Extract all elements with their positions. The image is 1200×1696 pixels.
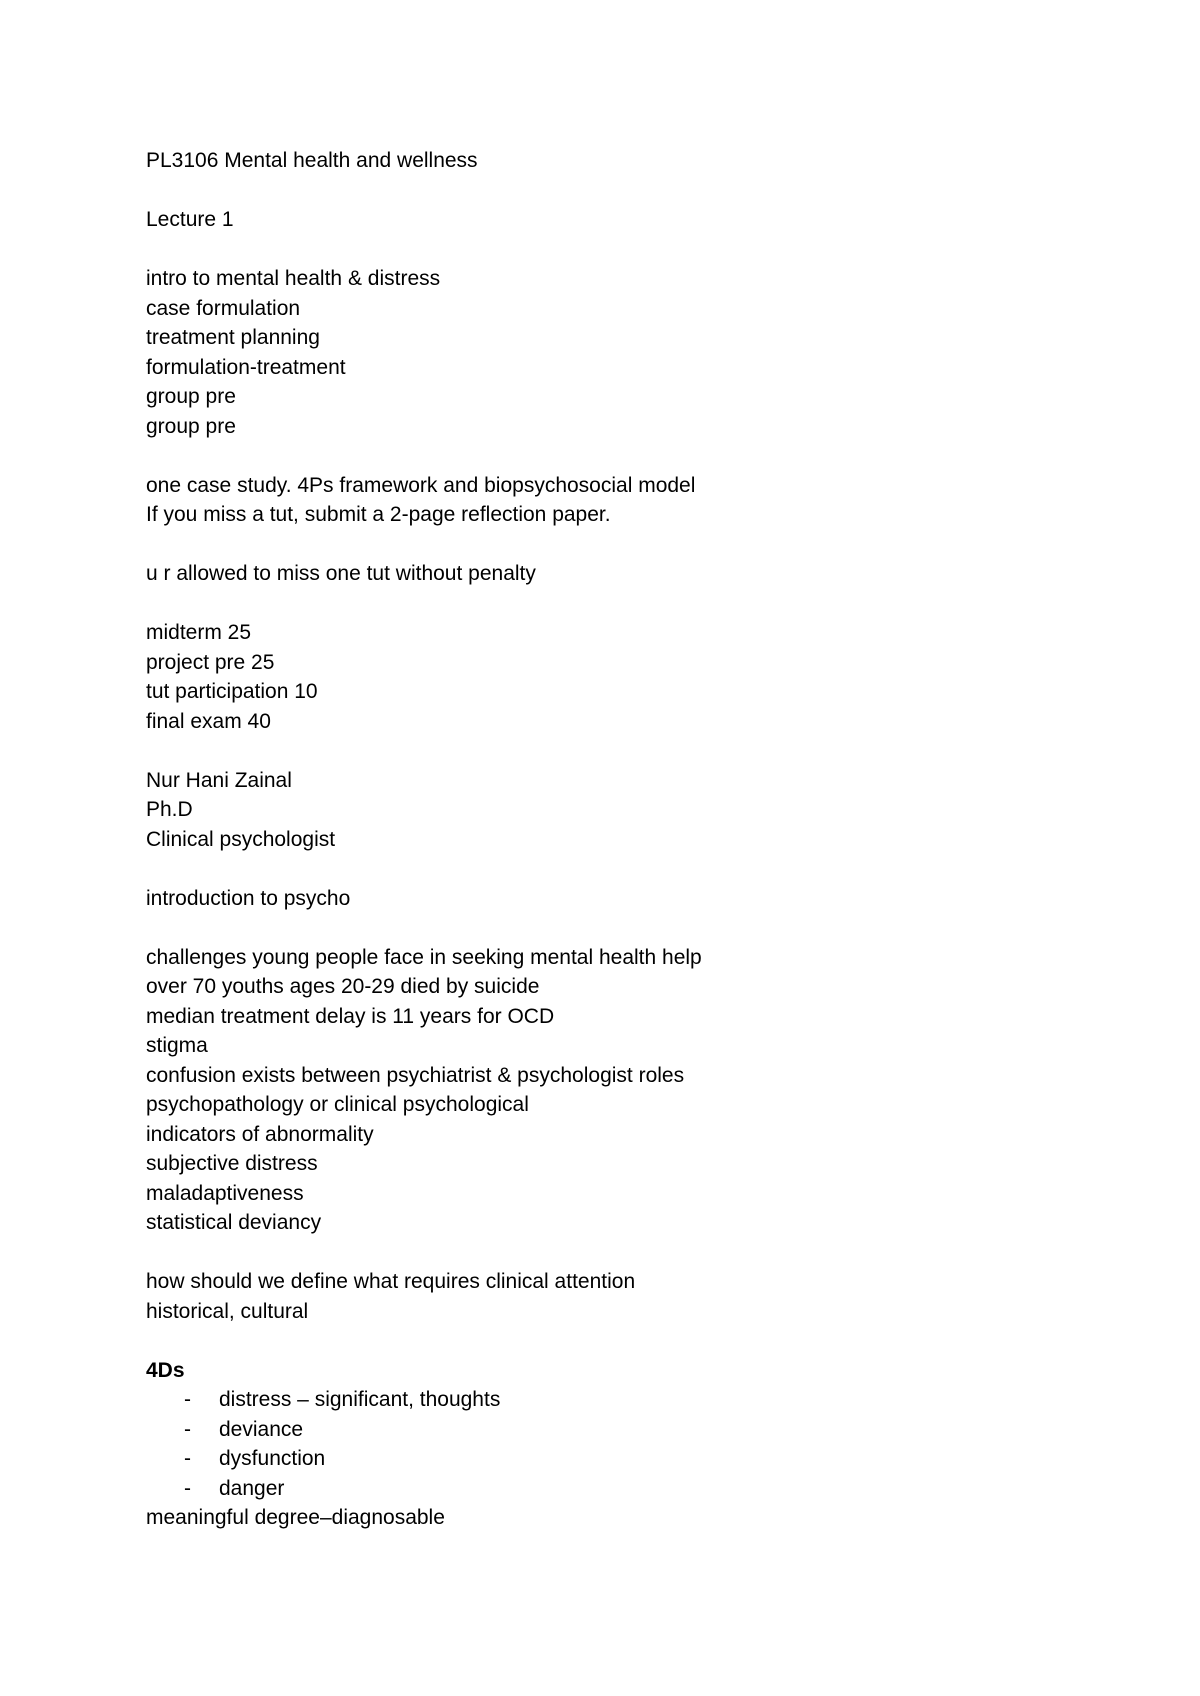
lecture-heading: Lecture 1: [146, 208, 234, 231]
assessment-line: project pre 25: [146, 650, 275, 674]
challenges-block: [146, 943, 1106, 1238]
four-ds-list: [146, 1385, 1106, 1503]
list-item-text: deviance: [219, 1417, 304, 1441]
document-title: PL3106 Mental health and wellness: [146, 149, 478, 172]
bullet-dash: -: [184, 1388, 191, 1411]
lecturer-block: [146, 766, 1106, 855]
assessment-line: tut participation 10: [146, 680, 318, 703]
case-study-line: one case study. 4Ps framework and biopsychosocial model: [146, 473, 696, 497]
bullet-dash: -: [184, 1476, 191, 1500]
topic-line: intro to mental health & distress: [146, 267, 441, 290]
lecturer-degree: Ph.D: [146, 798, 193, 821]
assessment-line: midterm 25: [146, 621, 252, 644]
spacer: [146, 589, 1106, 619]
case-study-line: If you miss a tut, submit a 2-page reflection paper.: [146, 503, 611, 526]
topics-block: [146, 264, 1106, 441]
challenge-line: challenges young people face in seeking mental health help: [146, 945, 702, 969]
challenge-line: maladaptiveness: [146, 1181, 304, 1205]
challenge-line: statistical deviancy: [146, 1211, 322, 1234]
lecturer-name: Nur Hani Zainal: [146, 768, 292, 792]
spacer: [146, 1238, 1106, 1268]
challenge-line: indicators of abnormality: [146, 1122, 374, 1146]
list-item: [146, 1444, 1106, 1474]
bullet-dash: -: [184, 1447, 191, 1470]
intro-line: introduction to psycho: [146, 886, 351, 910]
topic-line: group pre: [146, 385, 236, 408]
spacer: [146, 736, 1106, 766]
four-ds-heading: 4Ds: [146, 1358, 185, 1382]
challenge-line: median treatment delay is 11 years for OCD: [146, 1004, 555, 1028]
spacer: [146, 530, 1106, 560]
clinical-attention-line: historical, cultural: [146, 1299, 309, 1323]
spacer: [146, 854, 1106, 884]
challenge-line: subjective distress: [146, 1152, 318, 1175]
list-item: [146, 1474, 1106, 1504]
topic-line: group pre: [146, 414, 236, 438]
list-item: [146, 1385, 1106, 1415]
assessment-line: final exam 40: [146, 709, 271, 733]
assessment-block: [146, 618, 1106, 736]
spacer: [146, 441, 1106, 471]
spacer: [146, 1326, 1106, 1356]
spacer: [146, 235, 1106, 265]
penalty-note: u r allowed to miss one tut without penalty: [146, 562, 536, 585]
document-page: [146, 146, 1106, 1533]
four-ds-footer: meaningful degree–diagnosable: [146, 1506, 445, 1529]
challenge-line: confusion exists between psychiatrist & psychologist roles: [146, 1063, 685, 1087]
spacer: [146, 176, 1106, 206]
topic-line: case formulation: [146, 296, 301, 320]
bullet-dash: -: [184, 1417, 191, 1441]
case-study-block: [146, 471, 1106, 530]
clinical-attention-block: [146, 1267, 1106, 1326]
challenge-line: psychopathology or clinical psychological: [146, 1093, 529, 1116]
list-item-text: dysfunction: [219, 1447, 326, 1470]
topic-line: formulation-treatment: [146, 355, 346, 379]
topic-line: treatment planning: [146, 326, 320, 349]
list-item: [146, 1415, 1106, 1445]
list-item-text: distress – significant, thoughts: [219, 1388, 501, 1411]
challenge-line: over 70 youths ages 20-29 died by suicide: [146, 975, 540, 998]
spacer: [146, 913, 1106, 943]
four-ds-block: [146, 1356, 1106, 1533]
clinical-attention-line: how should we define what requires clinical attention: [146, 1270, 636, 1293]
lecturer-role: Clinical psychologist: [146, 827, 336, 851]
list-item-text: danger: [219, 1476, 285, 1500]
challenge-line: stigma: [146, 1034, 208, 1057]
